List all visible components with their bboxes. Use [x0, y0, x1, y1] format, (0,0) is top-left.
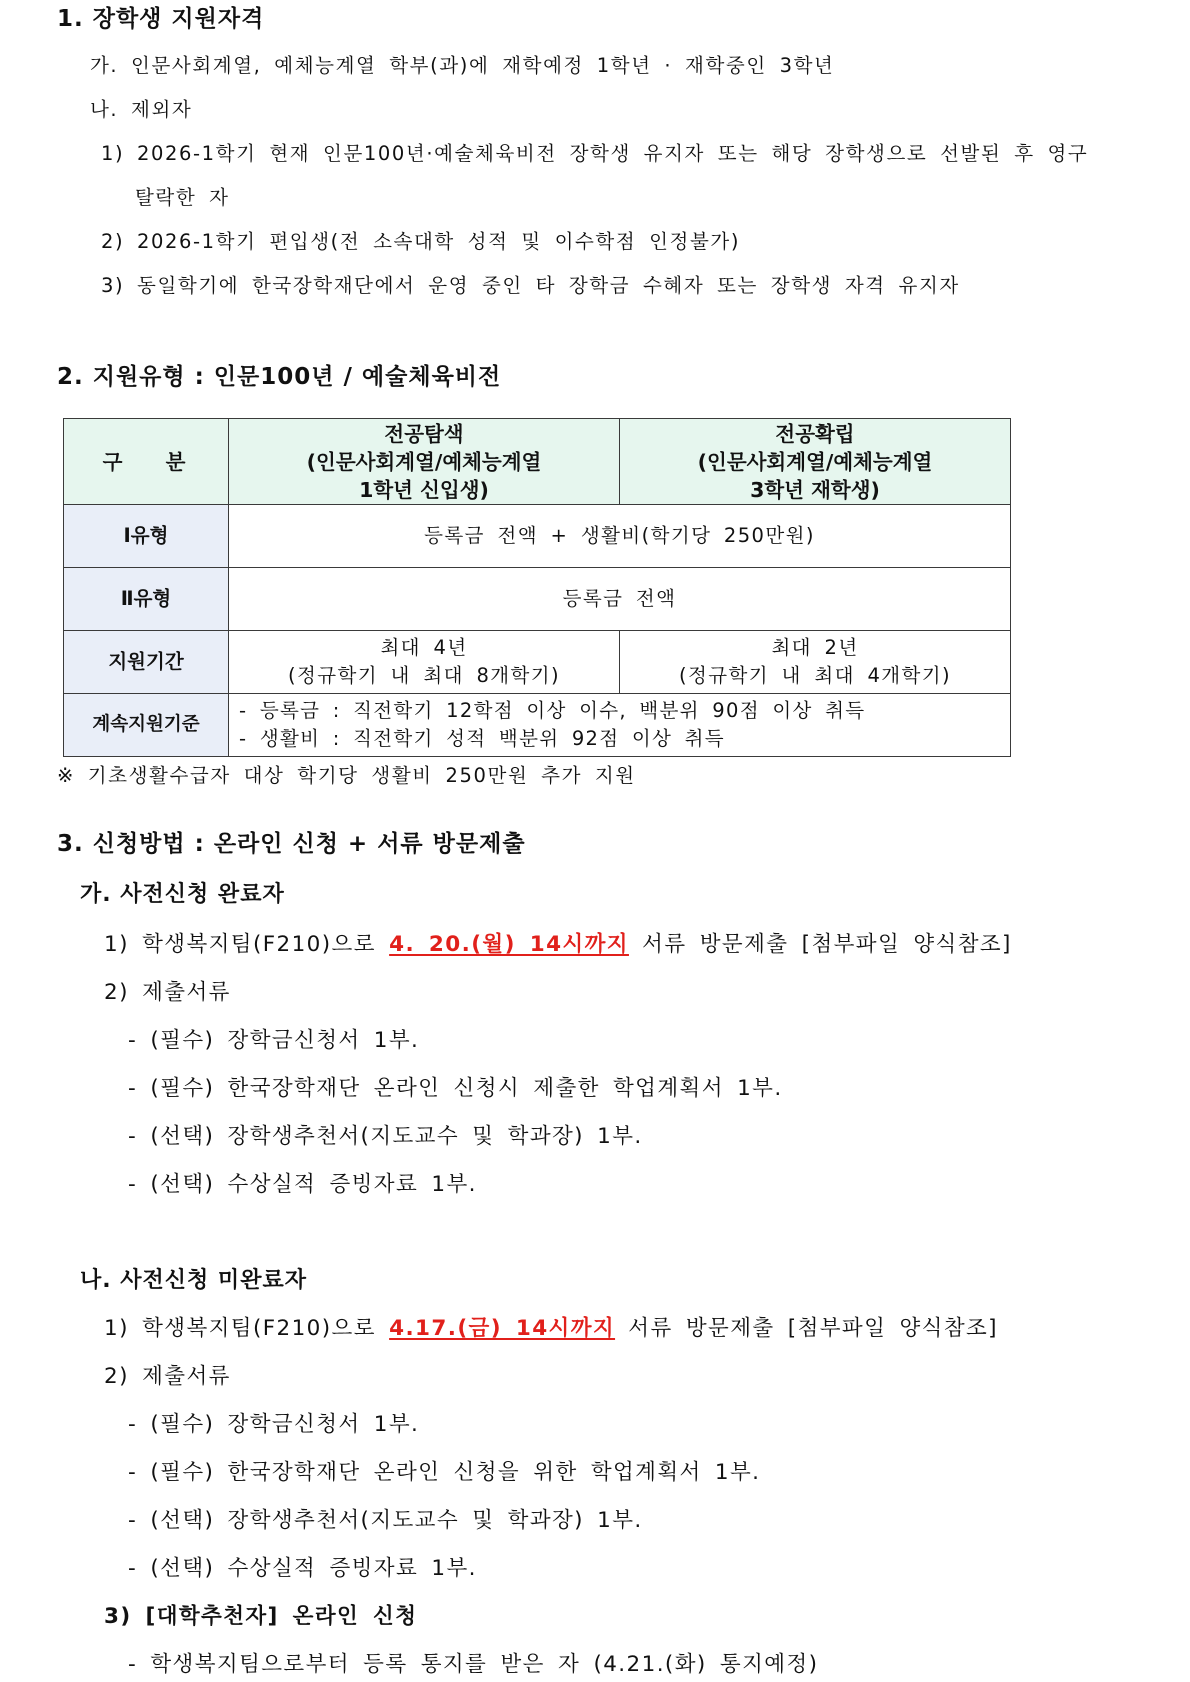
- list-item: - (필수) 장학금신청서 1부.: [128, 1412, 420, 1437]
- na-item1-prefix: 1) 학생복지팀(F210)으로: [104, 1316, 390, 1341]
- table-header-col2: [620, 419, 1011, 505]
- col1-subtitle: (인문사회계열/예체능계열: [306, 449, 542, 474]
- row-label-type1: Ⅰ유형: [64, 505, 229, 568]
- na-item1: [104, 1311, 998, 1342]
- ga-item1-prefix: 1) 학생복지팀(F210)으로: [104, 932, 390, 957]
- table-row: [64, 568, 1011, 631]
- exclusion-item-2: 2) 2026-1학기 편입생(전 소속대학 성적 및 이수학점 인정불가): [101, 230, 741, 253]
- exclusion-item-1: 1) 2026-1학기 현재 인문100년·예술체육비전 장학생 유지자 또는 해당 장학생으로 선발된 후 영구: [101, 142, 1089, 165]
- na-deadline: 4.17.(금) 14시까지: [389, 1316, 616, 1341]
- exclusion-item-3: 3) 동일학기에 한국장학재단에서 운영 중인 타 장학금 수혜자 또는 장학생 자격 유지자: [101, 274, 960, 297]
- section2-heading: 2. 지원유형 : 인문100년 / 예술체육비전: [57, 364, 502, 390]
- col1-target: 1학년 신입생): [359, 477, 489, 502]
- row-period-col2: [620, 631, 1011, 694]
- row-value-type2: 등록금 전액: [229, 568, 1011, 631]
- exclusion-heading: 나. 제외자: [90, 98, 193, 121]
- na-item2: 2) 제출서류: [104, 1364, 231, 1389]
- exclusion-item-1-cont: 탈락한 자: [135, 186, 230, 209]
- eligibility-line-ga: 가. 인문사회계열, 예체능계열 학부(과)에 재학예정 1학년 · 재학중인 3학년: [90, 54, 835, 77]
- ga-item1: [104, 927, 1012, 958]
- period-col1-max: 최대 4년: [380, 636, 468, 659]
- na-title: 나. 사전신청 미완료자: [80, 1268, 307, 1293]
- list-item: - (필수) 한국장학재단 온라인 신청을 위한 학업계획서 1부.: [128, 1460, 761, 1485]
- na-item3: 3) [대학추천자] 온라인 신청: [104, 1604, 418, 1629]
- row-label-criteria: 계속지원기준: [64, 694, 229, 757]
- criteria-living: - 생활비 : 직전학기 성적 백분위 92점 이상 취득: [239, 727, 725, 750]
- table-row: [64, 505, 1011, 568]
- row-label-period: 지원기간: [64, 631, 229, 694]
- ga-item1-suffix: 서류 방문제출 [첨부파일 양식참조]: [628, 932, 1012, 957]
- criteria-tuition: - 등록금 : 직전학기 12학점 이상 이수, 백분위 90점 이상 취득: [239, 699, 866, 722]
- ga-item2: 2) 제출서류: [104, 980, 231, 1005]
- ga-deadline: 4. 20.(월) 14시까지: [389, 932, 629, 957]
- table-corner-label: 구 분: [64, 419, 229, 505]
- row-value-type1: 등록금 전액 + 생활비(학기당 250만원): [229, 505, 1011, 568]
- section3-heading: 3. 신청방법 : 온라인 신청 + 서류 방문제출: [57, 831, 526, 857]
- table-row: [64, 631, 1011, 694]
- period-col2-max: 최대 2년: [771, 636, 859, 659]
- list-item: - (선택) 수상실적 증빙자료 1부.: [128, 1556, 477, 1581]
- ga-title: 가. 사전신청 완료자: [80, 882, 285, 907]
- col2-subtitle: (인문사회계열/예체능계열: [697, 449, 933, 474]
- col2-title: 전공확립: [775, 421, 855, 446]
- row-criteria-value: [229, 694, 1011, 757]
- period-col2-detail: (정규학기 내 최대 4개학기): [679, 664, 951, 687]
- na-item1-suffix: 서류 방문제출 [첨부파일 양식참조]: [615, 1316, 998, 1341]
- table-header-col1: [229, 419, 620, 505]
- col1-title: 전공탐색: [384, 421, 464, 446]
- table-note: ※ 기초생활수급자 대상 학기당 생활비 250만원 추가 지원: [57, 764, 636, 787]
- list-item: - (선택) 수상실적 증빙자료 1부.: [128, 1172, 477, 1197]
- table-row: [64, 694, 1011, 757]
- section1-heading: 1. 장학생 지원자격: [57, 6, 265, 32]
- list-item: - (선택) 장학생추천서(지도교수 및 학과장) 1부.: [128, 1124, 643, 1149]
- list-item: - (필수) 장학금신청서 1부.: [128, 1028, 420, 1053]
- list-item: - (필수) 한국장학재단 온라인 신청시 제출한 학업계획서 1부.: [128, 1076, 783, 1101]
- period-col1-detail: (정규학기 내 최대 8개학기): [288, 664, 560, 687]
- col2-target: 3학년 재학생): [750, 477, 880, 502]
- row-period-col1: [229, 631, 620, 694]
- support-type-table: [63, 418, 1011, 757]
- list-item: - (선택) 장학생추천서(지도교수 및 학과장) 1부.: [128, 1508, 643, 1533]
- row-label-type2: Ⅱ유형: [64, 568, 229, 631]
- table-header-row: [64, 419, 1011, 505]
- na-item3-detail: - 학생복지팀으로부터 등록 통지를 받은 자 (4.21.(화) 통지예정): [128, 1652, 819, 1677]
